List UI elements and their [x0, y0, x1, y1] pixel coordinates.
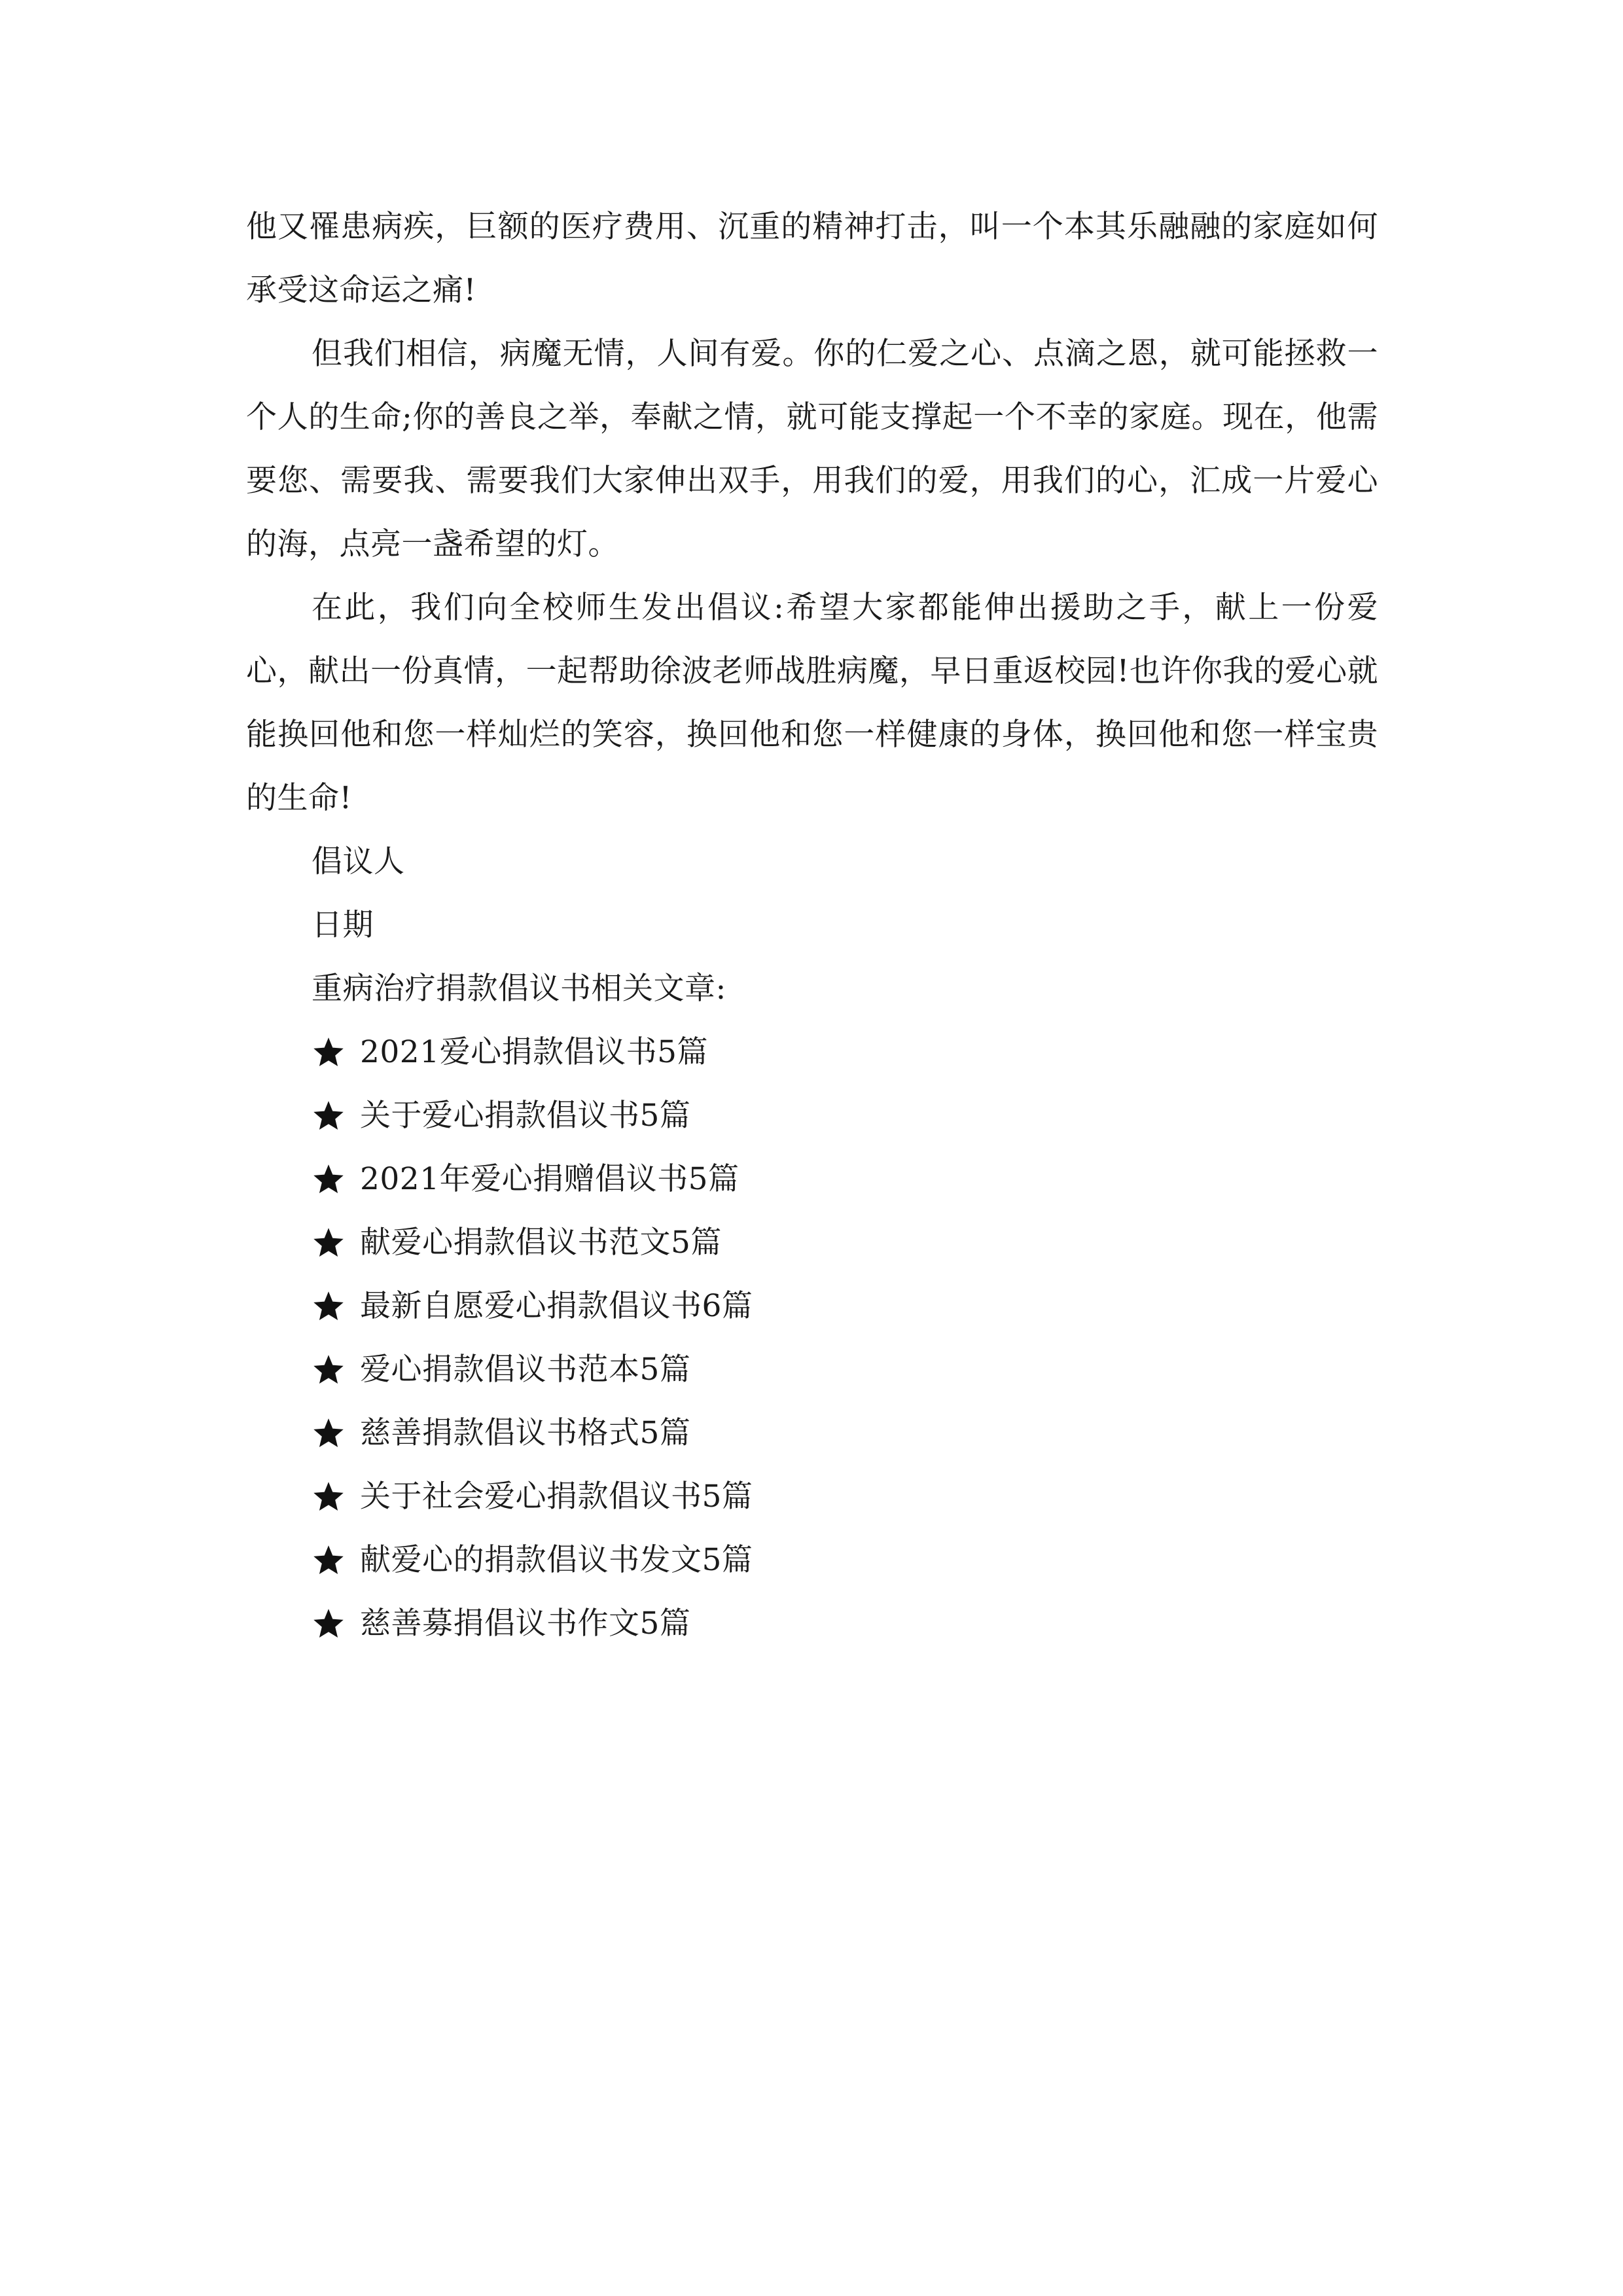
- related-article-item[interactable]: [246, 1592, 1378, 1655]
- related-article-title[interactable]: 爱心捐款倡议书范本5篇: [360, 1352, 691, 1388]
- paragraph-continuation: 他又罹患病疾，巨额的医疗费用、沉重的精神打击，叫一个本其乐融融的家庭如何承受这命运之痛!: [246, 209, 1378, 308]
- paragraph-proposal: 在此，我们向全校师生发出倡议:希望大家都能伸出援助之手，献上一份爱心，献出一份真情，一起帮助徐波老师战胜病魔，早日重返校园!也许你我的爱心就能换回他和您一样灿烂的笑容，换回他和您一样健康的身体，换回他和您一样宝贵的生命!: [246, 590, 1378, 816]
- signature-label: 倡议人: [312, 844, 405, 880]
- related-articles-list: [246, 1020, 1378, 1655]
- related-article-item[interactable]: [246, 1211, 1378, 1274]
- star-icon: [312, 1099, 346, 1133]
- star-icon: [312, 1353, 346, 1387]
- related-article-item[interactable]: [246, 1084, 1378, 1147]
- related-article-title[interactable]: 2021爱心捐款倡议书5篇: [360, 1034, 709, 1070]
- related-article-title[interactable]: 献爱心的捐款倡议书发文5篇: [360, 1542, 753, 1578]
- related-article-title[interactable]: 2021年爱心捐赠倡议书5篇: [360, 1161, 740, 1197]
- paragraph-hope: 但我们相信，病魔无情，人间有爱。你的仁爱之心、点滴之恩，就可能拯救一个人的生命;你的善良之举，奉献之情，就可能支撑起一个不幸的家庭。现在，他需要您、需要我、需要我们大家伸出双手，用我们的爱，用我们的心，汇成一片爱心的海，点亮一盏希望的灯。: [246, 336, 1378, 562]
- related-article-title[interactable]: 慈善募捐倡议书作文5篇: [360, 1605, 691, 1641]
- related-article-item[interactable]: [246, 1338, 1378, 1401]
- star-icon: [312, 1480, 346, 1514]
- star-icon: [312, 1162, 346, 1196]
- star-icon: [312, 1035, 346, 1069]
- star-icon: [312, 1416, 346, 1450]
- related-article-item[interactable]: [246, 1401, 1378, 1465]
- related-article-item[interactable]: [246, 1465, 1378, 1528]
- related-article-title[interactable]: 献爱心捐款倡议书范文5篇: [360, 1225, 722, 1261]
- star-icon: [312, 1289, 346, 1323]
- document-body: [246, 195, 1378, 1655]
- related-article-item[interactable]: [246, 1020, 1378, 1084]
- star-icon: [312, 1226, 346, 1260]
- related-article-item[interactable]: [246, 1274, 1378, 1338]
- related-article-title[interactable]: 关于社会爱心捐款倡议书5篇: [360, 1479, 753, 1515]
- related-article-title[interactable]: 关于爱心捐款倡议书5篇: [360, 1098, 691, 1134]
- related-article-item[interactable]: [246, 1528, 1378, 1592]
- related-article-item[interactable]: [246, 1147, 1378, 1211]
- related-articles-heading: 重病治疗捐款倡议书相关文章:: [312, 971, 726, 1007]
- star-icon: [312, 1607, 346, 1641]
- date-label: 日期: [312, 907, 374, 943]
- star-icon: [312, 1543, 346, 1577]
- related-article-title[interactable]: 最新自愿爱心捐款倡议书6篇: [360, 1288, 753, 1324]
- related-article-title[interactable]: 慈善捐款倡议书格式5篇: [360, 1415, 691, 1451]
